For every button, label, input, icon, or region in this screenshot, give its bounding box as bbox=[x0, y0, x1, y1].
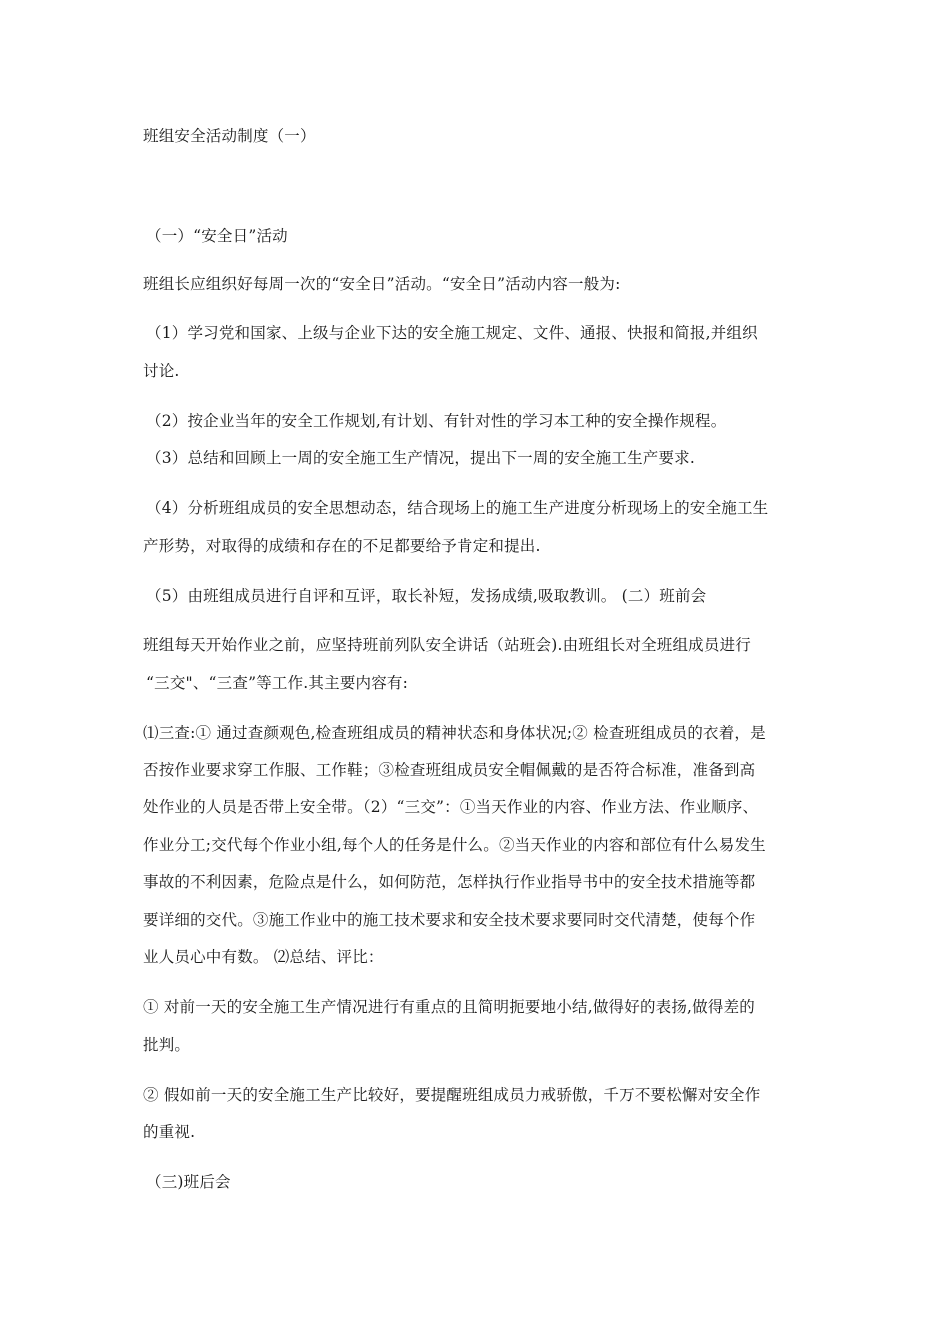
paragraph-line: 班组每天开始作业之前，应坚持班前列队安全讲话（站班会).由班组长对全班组成员进行 bbox=[143, 636, 751, 654]
document-title: 班组安全活动制度（一） bbox=[143, 127, 316, 145]
paragraph-line: ② 假如前一天的安全施工生产比较好，要提醒班组成员力戒骄傲，千万不要松懈对安全作 bbox=[143, 1086, 761, 1104]
paragraph-line: ① 对前一天的安全施工生产情况进行有重点的且简明扼要地小结,做得好的表扬,做得差的 bbox=[143, 998, 755, 1016]
paragraph-line: “三交"、“三查”等工作.其主要内容有: bbox=[146, 674, 409, 692]
paragraph-line: 事故的不利因素，危险点是什么，如何防范，怎样执行作业指导书中的安全技术措施等都 bbox=[143, 873, 756, 891]
paragraph-line: 作业分工;交代每个作业小组,每个人的任务是什么。②当天作业的内容和部位有什么易发生 bbox=[143, 836, 766, 854]
paragraph-line: 讨论. bbox=[143, 362, 180, 380]
section-heading-post-shift-meeting: （三)班后会 bbox=[146, 1173, 231, 1191]
paragraph-line: （1）学习党和国家、上级与企业下达的安全施工规定、文件、通报、快报和简报,并组织 bbox=[146, 324, 758, 342]
paragraph-line: （2）按企业当年的安全工作规划,有计划、有针对性的学习本工种的安全操作规程。 bbox=[146, 412, 727, 430]
paragraph-line: 班组长应组织好每周一次的“安全日”活动。“安全日”活动内容一般为: bbox=[143, 275, 621, 293]
paragraph-line: 要详细的交代。③施工作业中的施工技术要求和安全技术要求要同时交代清楚，使每个作 bbox=[143, 911, 756, 929]
section-heading-safety-day: （一）“安全日”活动 bbox=[146, 227, 288, 245]
paragraph-line: 批判。 bbox=[143, 1036, 191, 1054]
paragraph-line: （4）分析班组成员的安全思想动态，结合现场上的施工生产进度分析现场上的安全施工生 bbox=[146, 499, 769, 517]
paragraph-line: 业人员心中有数。 ⑵总结、评比： bbox=[143, 948, 384, 966]
paragraph-line: 否按作业要求穿工作服、工作鞋；③检查班组成员安全帽佩戴的是否符合标准，准备到高 bbox=[143, 761, 756, 779]
paragraph-line: （5）由班组成员进行自评和互评，取长补短，发扬成绩,吸取教训。 (二）班前会 bbox=[146, 587, 707, 605]
paragraph-line: 产形势，对取得的成绩和存在的不足都要给予肯定和提出. bbox=[143, 537, 541, 555]
paragraph-line: 处作业的人员是否带上安全带。（2）“三交”：①当天作业的内容、作业方法、作业顺序、 bbox=[143, 798, 759, 816]
paragraph-line: 的重视. bbox=[143, 1123, 196, 1141]
paragraph-line: ⑴三查:① 通过查颜观色,检查班组成员的精神状态和身体状况;② 检查班组成员的衣着，是 bbox=[143, 724, 766, 742]
paragraph-line: （3）总结和回顾上一周的安全施工生产情况，提出下一周的安全施工生产要求. bbox=[146, 449, 695, 467]
